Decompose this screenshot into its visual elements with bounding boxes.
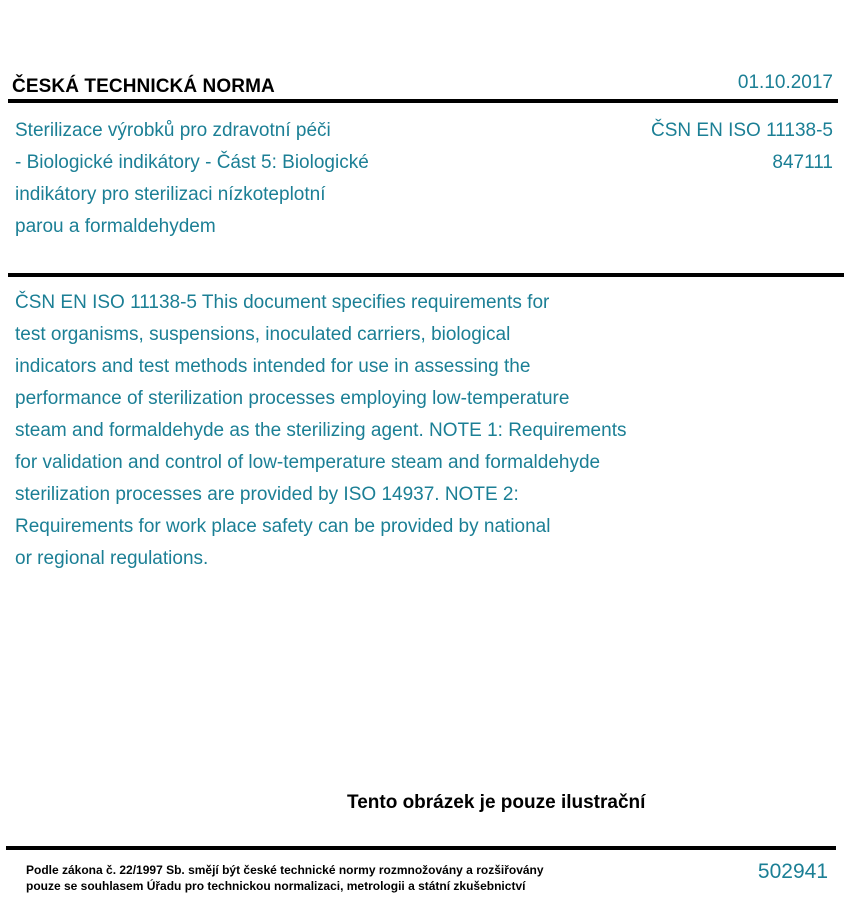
section-divider [8,273,844,277]
abstract-text: ČSN EN ISO 11138-5 This document specifies requirements for test organisms, suspensions, inoculated carriers, biological indicators and test methods intended for use in assessing the performance of sterilization processes employing low-temperature steam and formaldehyde as the sterilizing agent. NOTE 1: Requirements for validation and control of low-temperature steam and formaldehyde sterilization processes are provided by ISO 14937. NOTE 2: Requirements for work place safety can be provided by national or regional regulations. [15,292,627,569]
illustrative-notice: Tento obrázek je pouze ilustrační [347,792,646,813]
page-title: ČESKÁ TECHNICKÁ NORMA [12,76,275,97]
header-divider [8,99,838,103]
legal-notice: Podle zákona č. 22/1997 Sb. smějí být české technické normy rozmnožovány a rozšiřovány pouze se souhlasem Úřadu pro technickou normalizaci, metrologii a státní zkušebnictví [26,863,544,893]
document-title [15,115,445,243]
class-number: 847111 [772,152,833,173]
document-number: 502941 [757,860,828,883]
footer-divider [6,846,836,850]
standard-code: ČSN EN ISO 11138-5 [651,120,833,141]
document-identifiers [651,115,833,179]
document-title-text: Sterilizace výrobků pro zdravotní péči - Biologické indikátory - Část 5: Biologické indikátory pro sterilizaci nízkoteplotní parou a formaldehydem [15,120,369,237]
publication-date: 01.10.2017 [737,72,833,93]
